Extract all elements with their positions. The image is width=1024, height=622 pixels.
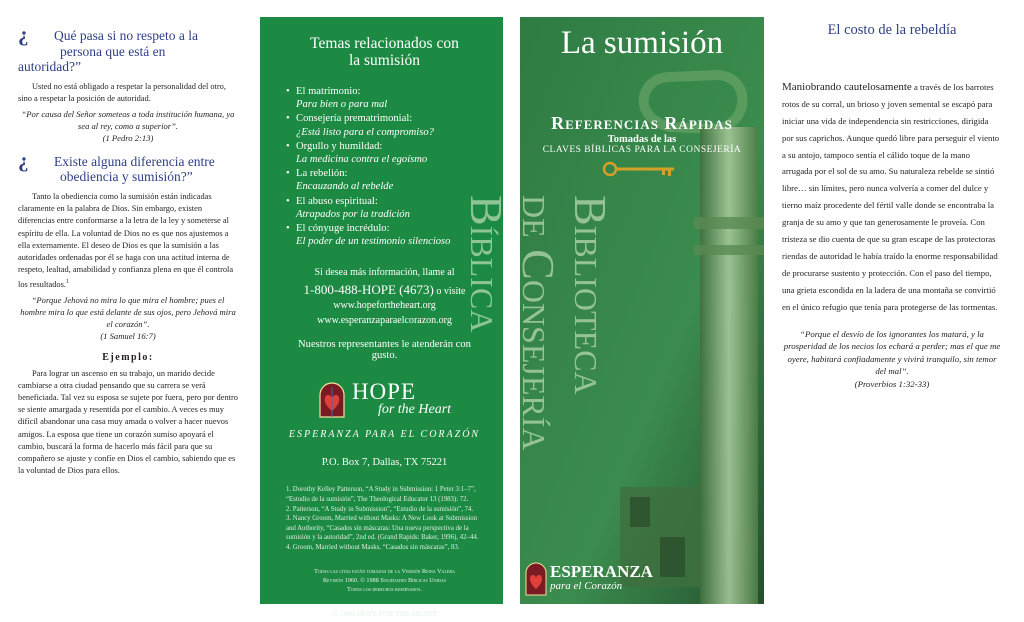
topic-subtitle: Para bien o para mal (296, 99, 388, 111)
quick-references-sub1: Tomadas de las (607, 134, 677, 145)
rights-line-3: Todos los derechos reservados. (347, 585, 422, 593)
cover-panel (461, 17, 764, 604)
topic-subtitle: La medicina contra el egoísmo (296, 154, 428, 166)
representatives-text: Nuestros representantes le atenderán con gusto. (298, 339, 471, 362)
series-line-1: Biblioteca (565, 195, 616, 395)
verse-2-ref: (1 Samuel 16:7) (100, 331, 156, 342)
story-lead: Maniobrando cautelosamente (782, 80, 912, 93)
footnote-item: 4. Groom, Married without Masks, “Casados sin máscaras”, 83. (286, 544, 460, 551)
website-link-1[interactable]: www.hopefortheheart.org (333, 300, 436, 312)
question-mark-1: ¿ (18, 22, 29, 46)
verse-1-ref: (1 Pedro 2:13) (102, 132, 154, 143)
topic-item (286, 85, 483, 111)
footnote-item: 1. Dorothy Kelley Patterson, “A Study in Submission: 1 Peter 3:1–7”, “Estudio de la sumisión”, The Theological Educator 13 (1983): 72. (286, 486, 476, 504)
topic-title: Consejería prematrimonial: (296, 113, 413, 125)
heading-line-2: la sumisión (348, 52, 421, 69)
footnote-item: 2. Patterson, “A Study in Submission”, “Estudio de la sumisión”, 74. (286, 505, 474, 513)
bullet-icon: • (286, 195, 290, 207)
question-heading-1 (18, 22, 238, 75)
verse-2-text: “Porque Jehová no mira lo que mira el hombre; pues el hombre mira lo que está delante de sus ojos, pero Jehová mira el corazón”. (20, 295, 236, 330)
proverbs-verse-text: “Porque el desvío de los ignorantes los matará, y la prosperidad de los necios los echará a perder; mas el que me oyere, habitará confiadamente y vivirá tranquilo, sin temor del mal”. (783, 328, 1001, 377)
esperanza-logo (525, 562, 653, 596)
postal-address: P.O. Box 7, Dallas, TX 75221 (321, 457, 448, 469)
quick-references-block (520, 113, 764, 183)
gold-key-icon (602, 160, 682, 178)
footnote-ref-1: 1 (65, 279, 69, 286)
info-line: Si desea más información, llame al (314, 267, 455, 279)
rights-line-1: Todas las citas están tomadas de la Versión Reina Valera (314, 567, 455, 575)
phone-number: 1-800-488-HOPE (4673) (303, 281, 434, 297)
rights-line-2: Revisión 1960. © 1988 Sociedades Bíblicas Unidas (323, 576, 446, 584)
question-1-line-2: persona que está en (60, 43, 166, 59)
bullet-icon: • (286, 113, 290, 125)
copyright: © 2006 HOPE FOR THE HEART (332, 608, 437, 618)
footnotes (286, 485, 483, 552)
bible-rights (286, 567, 483, 594)
series-line-3: Bíblica (461, 195, 512, 333)
hope-logo-text (351, 379, 452, 419)
question-mark-2: ¿ (18, 147, 29, 172)
heading-line-1: Temas relacionados con (310, 35, 459, 52)
topic-title: La rebelión: (296, 168, 348, 180)
topic-subtitle: Encauzando al rebelde (296, 181, 394, 193)
website-link-2[interactable]: www.esperanzaparaelcorazon.org (317, 314, 452, 326)
story-body: a través de los barrotes rotos de su corral, un brioso y joven semental se escapó para iniciar una vida de independencia sin restricciones, dirigida por sus caprichos. Aunque quedó libre para perseguir el viento a su antojo, tampoco sentía el cálido toque de la mano arrugada por el sol de su amo. Su naturaleza rebelde se sintió libre… sin límites, pero nunca volvería a comer del dulce y tierno maíz procedente del fértil valle donde se encontraba la granja de su amo y que tan generosamente le proveía. Con tristeza se dio cuenta de que su gran escape de las protectoras riendas de autoridad le había traído la enorme responsabilidad de procurarse sustento y protección. Con el paso del tiempo, una grieta escondida en la ladera de una montaña se convirtió en el único refugio que tenía para protegerse de las tormentas. (782, 81, 1000, 312)
quick-references-title: Referencias Rápidas (551, 113, 733, 133)
topic-item (286, 140, 483, 166)
topic-subtitle: El poder de un testimonio silencioso (296, 236, 451, 248)
rebellion-title: El costo de la rebeldía (827, 22, 957, 38)
answer-1-text: Usted no está obligado a respetar la personalidad del otro, sino a respetar la posición de autoridad. (18, 81, 226, 103)
topic-item (286, 112, 483, 138)
hope-logo-subword: for the Heart (377, 402, 452, 418)
question-2-line-1: Existe alguna diferencia entre (54, 153, 215, 169)
left-panel (0, 0, 250, 622)
verse-1 (18, 108, 238, 144)
question-1-line-3: autoridad?” (18, 59, 81, 74)
topic-list (286, 85, 483, 248)
heart-window-icon (525, 562, 547, 596)
topic-title: El cónyuge incrédulo: (296, 223, 390, 235)
proverbs-verse-ref: (Proverbios 1:32-33) (854, 378, 930, 389)
topic-subtitle: ¿Está listo para el compromiso? (296, 126, 434, 138)
esperanza-logo-word: ESPERANZA (550, 562, 653, 581)
topic-item (286, 167, 483, 193)
example-heading: Ejemplo: (102, 352, 154, 364)
quick-references-sub2: CLAVES BÍBLICAS PARA LA CONSEJERÍA (542, 145, 742, 155)
cover-title: La sumisión (560, 25, 724, 61)
series-vertical-title (460, 195, 616, 525)
topic-item (286, 222, 483, 248)
esperanza-logo-subword: para el Corazón (550, 580, 623, 592)
contact-info (286, 266, 483, 328)
bullet-icon: • (286, 168, 290, 180)
topic-title: El matrimonio: (296, 86, 361, 97)
related-topics-heading (286, 35, 483, 69)
answer-2-text (18, 191, 238, 291)
verse-2 (18, 294, 238, 342)
rebellion-story (782, 79, 1002, 316)
esperanza-tagline: ESPERANZA PARA EL CORAZÓN (288, 429, 481, 441)
topic-item (286, 195, 483, 221)
footnote-item: 3. Nancy Groom, Married without Masks: A New Look at Submission and Authority, “Casados sin máscaras: Una nueva perspectiva de la sumisión y la autoridad”, 2nd ed. (Grand Rapids: Baker, 1996), 42–44. (286, 515, 479, 542)
verse-1-text: “Por causa del Señor someteos a toda institución humana, ya sea al rey, como a superior”. (21, 108, 235, 131)
example-text: Para lograr un ascenso en su trabajo, un marido decide cambiarse a otra ciudad pensando que su carrera se verá beneficiada. Tal vez su esposa se sujete por fuera, pero por dentro se siente amargada y resentida por el cambio. A veces es muy difícil abandonar una casa muy amada o volver a hacer nuevos amigos. La esposa que tiene un corazón sumiso apoyará el cambio, buscará la forma de hacerlo más fácil para que su compañero se ajuste y confíe en Dios el cambio, sabiendo que es la voluntad de Dios para ellos. (18, 368, 238, 476)
esperanza-logo-text (550, 564, 653, 594)
topic-title: El abuso espiritual: (296, 195, 378, 207)
right-panel (772, 0, 1024, 622)
series-line-2: de Consejería (513, 195, 564, 451)
phone-line (286, 281, 483, 300)
answer-2-body: Tanto la obediencia como la sumisión están indicadas claramente en la palabra de Dios. Sin embargo, existen diferencias entre conformarse a la letra de la ley y someterse al espíritu de ella. La voluntad de Dios no es que nos ajustemos a ella externamente. El deseo de Dios es que la sumisión a las autoridades ordenadas por él se haga con una actitud interna de respeto, lealtad, amabilidad y confianza plena en que él controla los resultados. (18, 191, 234, 290)
or-visit-text: o visite (436, 285, 466, 297)
hope-logo-word: HOPE (351, 379, 416, 405)
bullet-icon: • (286, 86, 290, 97)
bullet-icon: • (286, 140, 290, 152)
topic-subtitle: Atrapados por la tradición (296, 208, 410, 220)
bullet-icon: • (286, 223, 290, 235)
question-heading-2 (18, 147, 238, 185)
question-2-line-2: obediencia y sumisión?” (60, 169, 193, 185)
proverbs-verse (782, 328, 1002, 391)
hope-logo (286, 379, 483, 419)
heart-window-icon (318, 383, 346, 419)
question-1-line-1: Qué pasa si no respeto a la (54, 28, 198, 43)
topic-title: Orgullo y humildad: (296, 140, 383, 152)
